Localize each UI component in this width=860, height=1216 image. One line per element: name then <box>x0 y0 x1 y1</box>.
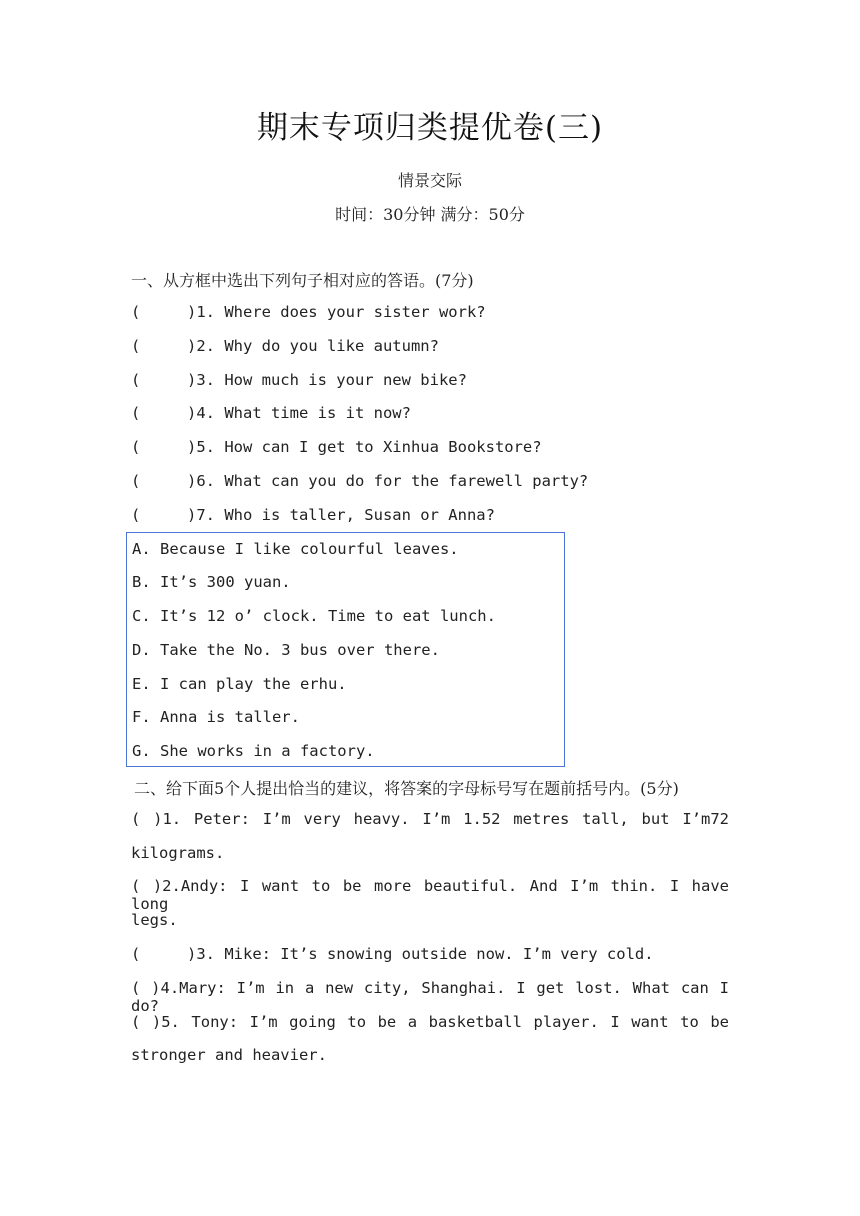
advice-question-line: ( )3. Mike: It’s snowing outside now. I’m very cold. <box>131 945 654 963</box>
question-item: ( )1. Where does your sister work? <box>131 303 486 321</box>
time-info: 时间：30分钟 满分：50分 <box>335 205 525 224</box>
answer-option: B. It’s 300 yuan. <box>132 573 291 591</box>
answer-option: G. She works in a factory. <box>132 742 375 760</box>
advice-question-line: ( )5. Tony: I’m going to be a basketball player. I want to be <box>131 1013 729 1031</box>
question-item: ( )3. How much is your new bike? <box>131 371 467 389</box>
answer-option: F. Anna is taller. <box>132 708 300 726</box>
advice-question-line: ( )4.Mary: I’m in a new city, Shanghai. I get lost. What can I do? <box>131 979 729 1015</box>
question-item: ( )5. How can I get to Xinhua Bookstore? <box>131 438 542 456</box>
answer-option: D. Take the No. 3 bus over there. <box>132 641 440 659</box>
question-item: ( )7. Who is taller, Susan or Anna? <box>131 506 495 524</box>
advice-question-line: ( )2.Andy: I want to be more beautiful. And I’m thin. I have long <box>131 877 729 913</box>
section1-heading: 一、从方框中选出下列句子相对应的答语。(7分) <box>131 271 474 290</box>
question-item: ( )2. Why do you like autumn? <box>131 337 439 355</box>
advice-question-line: ( )1. Peter: I’m very heavy. I’m 1.52 metres tall, but I’m72 <box>131 810 729 828</box>
advice-question-line: stronger and heavier. <box>131 1046 327 1064</box>
page-subtitle: 情景交际 <box>397 171 462 190</box>
answer-option: A. Because I like colourful leaves. <box>132 540 459 558</box>
advice-question-line: kilograms. <box>131 844 225 862</box>
answer-option: C. It’s 12 o’ clock. Time to eat lunch. <box>132 607 496 625</box>
question-item: ( )4. What time is it now? <box>131 404 411 422</box>
answer-option: E. I can play the erhu. <box>132 675 347 693</box>
advice-question-line: legs. <box>131 911 178 929</box>
page-title: 期末专项归类提优卷(三) <box>256 110 604 146</box>
question-item: ( )6. What can you do for the farewell party? <box>131 472 589 490</box>
section2-heading: 二、给下面5个人提出恰当的建议，将答案的字母标号写在题前括号内。(5分) <box>134 779 679 798</box>
